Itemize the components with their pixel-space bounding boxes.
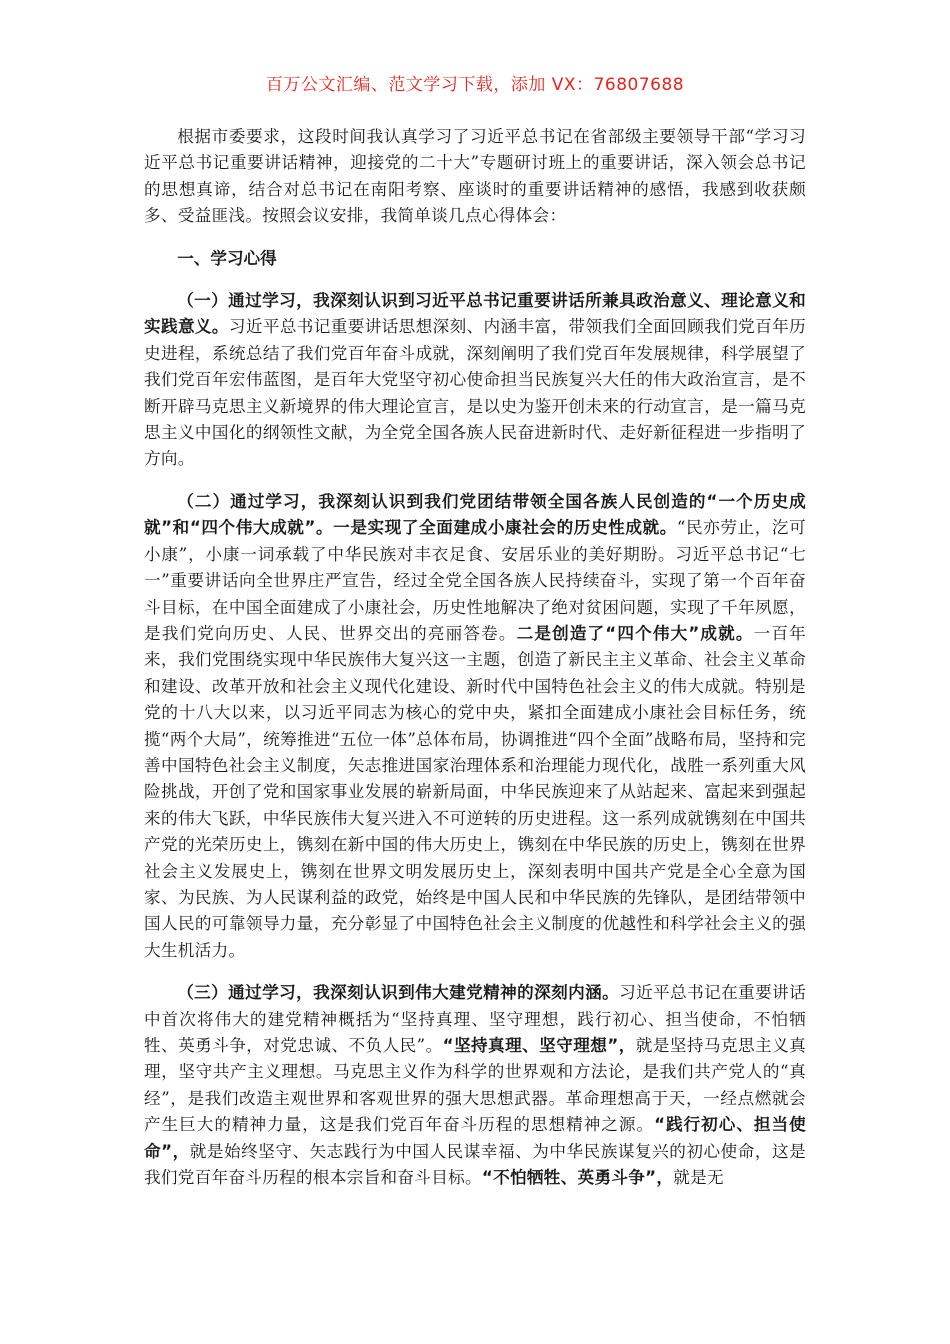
paragraph-2-lead: （二）通过学习，我深刻认识到我们党团结带领全国各族人民创造的“一个历史成就”和“四个伟大成就”。一是实现了全面建成小康社会的历史性成就。 [144,491,806,538]
paragraph-3-text-3: 就是始终坚守、矢志践行为中国人民谋幸福、为中华民族谋复兴的初心使命，这是我们党百年奋斗历程的根本宗旨和奋斗目标。 [144,1141,806,1188]
paragraph-3-text-1: 习近平总书记在重要讲话中首次将伟大的建党精神概括为“坚持真理、坚守理想，践行初心、担当使命，不怕牺牲、英勇斗争，对党忠诚、不负人民”。 [144,983,806,1055]
paragraph-3-bold-4: “不怕牺牲、英勇斗争”， [481,1168,674,1188]
intro-paragraph: 根据市委要求，这段时间我认真学习了习近平总书记在省部级主要领导干部“学习习近平总书记重要讲话精神，迎接党的二十大”专题研讨班上的重要讲话，深入领会总书记的思想真谛，结合对总书记在南阳考察、座谈时的重要讲话精神的感悟，我感到收获颇多、受益匪浅。按照会议安排，我简单谈几点心得体会： [144,127,806,226]
paragraph-2-text-2: 一百年来，我们党围绕实现中华民族伟大复兴这一主题，创造了新民主主义革命、社会主义革命和建设、改革开放和社会主义现代化建设、新时代中国特色社会主义的伟大成就。特别是党的十八大以来，以习近平同志为核心的党中央，紧扣全面建成小康社会目标任务，统揽“两个大局”，统筹推进“五位一体”总体布局，协调推进“四个全面”战略布局，坚持和完善中国特色社会主义制度，矢志推进国家治理体系和治理能力现代化，战胜一系列重大风险挑战，开创了党和国家事业发展的崭新局面，中华民族迎来了从站起来、富起来到强起来的伟大飞跃，中华民族伟大复兴进入不可逆转的历史进程。这一系列成就镌刻在中国共产党的光荣历史上，镌刻在新中国的伟大历史上，镌刻在中华民族的历史上，镌刻在世界社会主义发展史上，镌刻在世界文明发展历史上，深刻表明中国共产党是全心全意为国家、为民族、为人民谋利益的政党，始终是中国人民和中华民族的先锋队，是团结带领中国人民的可靠领导力量，充分彰显了中国特色社会主义制度的优越性和科学社会主义的强大生机活力。 [144,623,806,960]
paragraph-3-bold-3: “践行初心、担当使命”， [144,1115,806,1161]
paragraph-2 [144,489,806,964]
paragraph-2-bold-2: 二是创造了“四个伟大”成就。 [516,623,754,643]
document-body [144,124,806,1207]
paragraph-3-bold-2: “坚持真理、坚守理想”， [442,1036,636,1055]
paragraph-1-lead: （一）通过学习，我深刻认识到习近平总书记重要讲话所兼具政治意义、理论意义和实践意义。 [144,291,806,337]
paragraph-1-text: 习近平总书记重要讲话思想深刻、内涵丰富，带领我们全面回顾我们党百年历史进程，系统总结了我们党百年奋斗成就，深刻阐明了我们党百年发展规律，科学展望了我们党百年宏伟蓝图，是百年大党坚守初心使命担当民族复兴大任的伟大政治宣言，是不断开辟马克思主义新境界的伟大理论宣言，是以史为鉴开创未来的行动宣言，是一篇马克思主义中国化的纲领性文献，为全党全国各族人民奋进新时代、走好新征程进一步指明了方向。 [144,317,807,469]
paragraph-3 [144,980,806,1191]
paragraph-2-text-1: “民亦劳止，汔可小康”，小康一词承载了中华民族对丰衣足食、安居乐业的美好期盼。习近平总书记“七一”重要讲话向全世界庄严宣告，经过全党全国各族人民持续奋斗，实现了第一个百年奋斗目标，在中国全面建成了小康社会，历史性地解决了绝对贫困问题，实现了千年夙愿，是我们党向历史、人民、世界交出的亮丽答卷。 [144,518,806,643]
paragraph-3-text-2: 就是坚持马克思主义真理，坚守共产主义理想。马克思主义作为科学的世界观和方法论，是我们共产党人的“真经”，是我们改造主观世界和客观世界的强大思想武器。革命理想高于天，一经点燃就会产生巨大的精神力量，这是我们党百年奋斗历程的思想精神之源。 [144,1036,806,1135]
section-heading: 一、学习心得 [177,248,277,268]
paragraph-3-text-4: 就是无 [673,1168,724,1188]
header-banner: 百万公文汇编、范文学习下载，添加 VX：76807688 [265,75,685,95]
paragraph-1 [144,288,806,473]
paragraph-3-lead: （三）通过学习，我深刻认识到伟大建党精神的深刻内涵。 [177,983,620,1003]
